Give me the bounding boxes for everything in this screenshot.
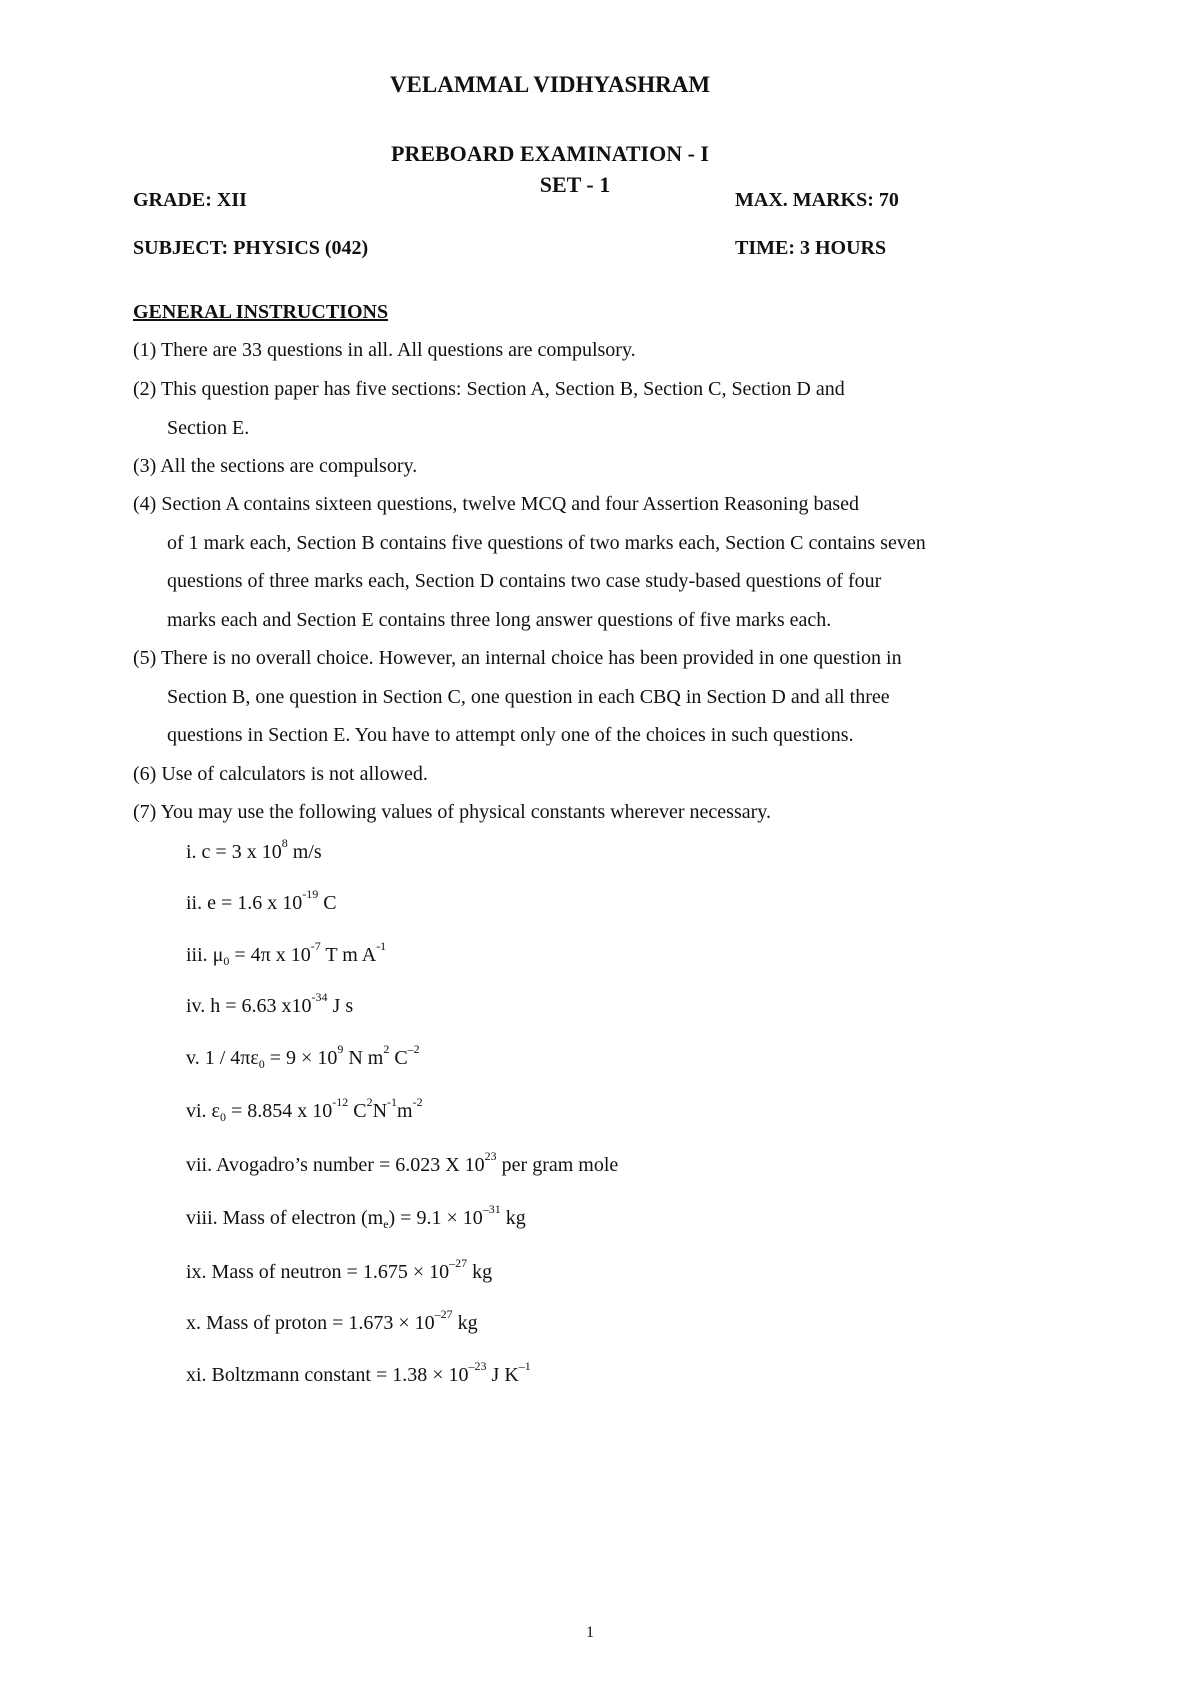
instruction-line: questions of three marks each, Section D contains two case study-based questions of four [167, 570, 882, 592]
instruction-line: (4) Section A contains sixteen questions, twelve MCQ and four Assertion Reasoning based [133, 493, 860, 515]
constant-electron-mass: viii. Mass of electron $(m_e) = 9.1 \times 10^{-31}$ kg [186, 1202, 526, 1231]
instruction-line: (5) There is no overall choice. However, an internal choice has been provided in one question in [133, 647, 902, 669]
instruction-line: (7) You may use the following values of physical constants wherever necessary. [133, 801, 771, 823]
instruction-line: Section E. [167, 417, 250, 439]
subject-label: SUBJECT: PHYSICS (042) [133, 237, 369, 259]
constant-avogadro: vii. Avogadro’s number = 6.023 X $10^{23}$ per gram mole [186, 1149, 619, 1176]
instruction-line: (3) All the sections are compulsory. [133, 455, 418, 477]
constant-coulomb: v. $1 / 4\pi\varepsilon_0 = 9 \times 10^9$ N $m^2$ $C^{-2}$ [186, 1042, 420, 1071]
page-number: 1 [586, 1624, 594, 1641]
constant-permittivity: vi. $\varepsilon_0 = 8.854$ x $10^{-12}$ $C^2N^{-1}m^{-2}$ [186, 1095, 423, 1124]
school-name: VELAMMAL VIDHYASHRAM [389, 72, 711, 97]
constant-boltzmann: xi. Boltzmann constant = $1.38 \times 10^{-23}$ J $K^{-1}$ [186, 1359, 531, 1386]
grade-label: GRADE: XII [133, 189, 247, 211]
set-label: SET - 1 [539, 172, 611, 197]
instruction-line: questions in Section E. You have to attempt only one of the choices in such questions. [167, 724, 854, 746]
exam-title: PREBOARD EXAMINATION - I [391, 141, 709, 166]
max-marks-label: MAX. MARKS: 70 [735, 189, 899, 211]
instruction-line: marks each and Section E contains three long answer questions of five marks each. [167, 609, 832, 631]
instruction-line: (6) Use of calculators is not allowed. [133, 763, 428, 785]
constant-neutron-mass: ix. Mass of neutron = $1.675 \times 10^{-27}$ kg [186, 1256, 493, 1283]
instructions-heading: GENERAL INSTRUCTIONS [133, 301, 389, 323]
instruction-line: (1) There are 33 questions in all. All questions are compulsory. [133, 339, 636, 361]
time-label: TIME: 3 HOURS [735, 237, 887, 259]
constant-speed-of-light: i. c = 3 x $10^8$ m/s [186, 836, 322, 863]
instruction-line: (2) This question paper has five sections: Section A, Section B, Section C, Section D and [133, 378, 845, 400]
constant-permeability: iii. $\mu_0 = 4\pi$ x $10^{-7}$ T m $A^{-1}$ [186, 939, 387, 968]
instruction-line: Section B, one question in Section C, one question in each CBQ in Section D and all three [167, 686, 890, 708]
instruction-line: of 1 mark each, Section B contains five questions of two marks each, Section C contains seven [167, 532, 926, 554]
constant-proton-mass: x. Mass of proton = $1.673 \times 10^{-27}$ kg [186, 1307, 478, 1334]
constant-planck: iv. h = 6.63 $x10^{-34}$ J s [186, 990, 354, 1017]
constant-electron-charge: ii. e = 1.6 x $10^{-19}$ C [186, 887, 337, 914]
